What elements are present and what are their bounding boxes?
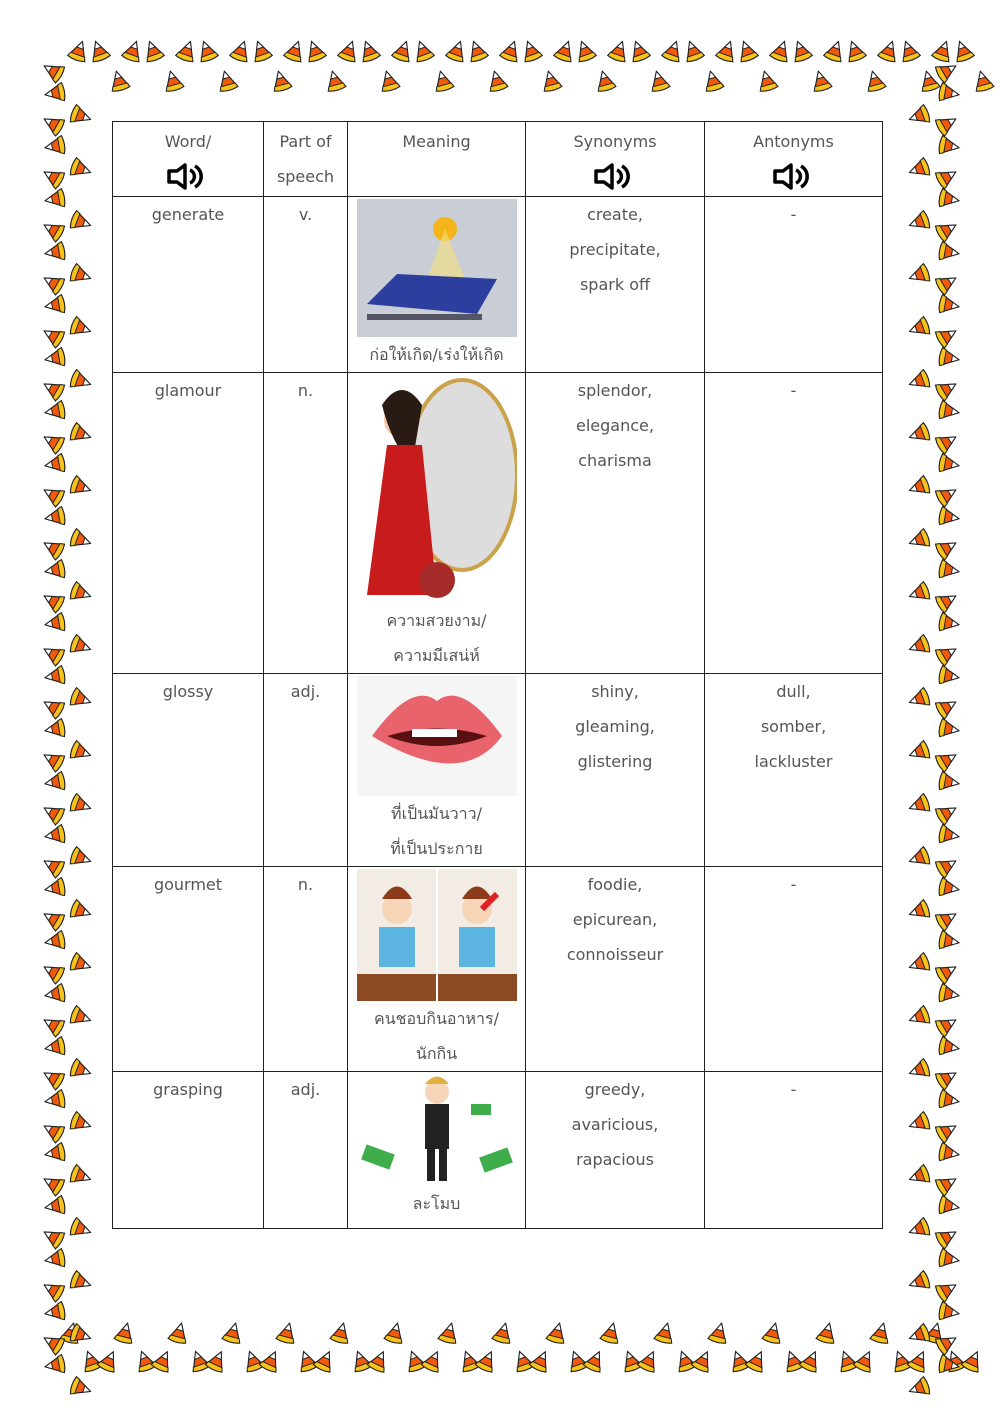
candy-corn-icon <box>841 37 869 65</box>
candy-corn-icon <box>700 68 727 95</box>
candy-corn-icon <box>247 37 275 65</box>
meaning-text: ที่เป็นประกาย <box>390 839 483 858</box>
meaning-text: ความมีเสน่ห์ <box>393 646 480 665</box>
candy-corn-icon <box>67 1374 95 1402</box>
candy-corn-icon <box>382 1320 409 1347</box>
candy-corn-icon <box>42 504 67 529</box>
candy-corn-icon <box>67 1003 95 1031</box>
candy-corn-icon <box>652 1320 679 1347</box>
candy-corn-icon <box>106 68 133 95</box>
candy-corn-icon <box>905 261 933 289</box>
word: glamour <box>154 381 222 400</box>
candy-corn-icon <box>42 610 67 635</box>
part-of-speech-cell <box>264 674 348 867</box>
meaning-text: คนชอบกินอาหาร/ <box>374 1009 499 1028</box>
candy-corn-icon <box>67 1109 95 1137</box>
synonyms-cell <box>526 373 705 674</box>
antonyms-cell <box>705 867 883 1072</box>
table-row <box>113 674 883 867</box>
synonyms-cell <box>526 867 705 1072</box>
word-cell <box>113 197 264 373</box>
synonym: charisma <box>578 451 652 470</box>
candy-corn-icon <box>905 1215 933 1243</box>
antonym: somber, <box>760 717 827 736</box>
candy-corn-icon <box>42 981 67 1006</box>
candy-corn-icon <box>905 208 933 236</box>
word: glossy <box>162 682 214 701</box>
candy-corn-icon <box>936 1299 961 1324</box>
candy-corn-icon <box>193 37 221 65</box>
candy-corn-icon <box>936 1246 961 1271</box>
antonym: lackluster <box>754 752 833 771</box>
candy-corn-icon <box>67 844 95 872</box>
candy-corn-icon <box>517 37 545 65</box>
meaning-cell <box>348 867 526 1072</box>
antonyms-cell <box>705 674 883 867</box>
candy-corn-icon <box>42 451 67 476</box>
table-row <box>113 197 883 373</box>
candy-corn-icon <box>67 155 95 183</box>
part-of-speech-cell <box>264 1072 348 1229</box>
candy-corn-icon <box>67 579 95 607</box>
candy-corn-icon <box>484 68 511 95</box>
candy-corn-icon <box>42 1087 67 1112</box>
synonym: glistering <box>577 752 653 771</box>
candy-corn-icon <box>42 133 67 158</box>
glamour-woman-image <box>357 375 517 603</box>
candy-corn-icon <box>592 68 619 95</box>
candy-corn-icon <box>598 1320 625 1347</box>
candy-corn-icon <box>936 1034 961 1059</box>
candy-corn-icon <box>936 398 961 423</box>
candy-corn-icon <box>936 557 961 582</box>
candy-corn-icon <box>409 37 437 65</box>
synonyms-cell <box>526 1072 705 1229</box>
header-antonyms-label: Antonyms <box>753 132 834 151</box>
candy-corn-icon <box>67 950 95 978</box>
candy-corn-icon <box>646 68 673 95</box>
candy-corn-icon <box>67 1162 95 1190</box>
table-row <box>113 867 883 1072</box>
candy-corn-icon <box>936 186 961 211</box>
candy-corn-icon <box>905 897 933 925</box>
candy-corn-icon <box>754 68 781 95</box>
candy-corn-icon <box>42 875 67 900</box>
gourmet-men-image <box>357 869 517 1001</box>
part-of-speech-cell <box>264 197 348 373</box>
candy-corn-icon <box>936 504 961 529</box>
part-of-speech: n. <box>297 875 314 894</box>
part-of-speech: adj. <box>290 682 321 701</box>
candy-corn-icon <box>42 663 67 688</box>
candy-corn-icon <box>328 1320 355 1347</box>
meaning-text: ก่อให้เกิด/เร่งให้เกิด <box>369 345 504 364</box>
candy-corn-icon <box>67 420 95 448</box>
candy-corn-icon <box>376 68 403 95</box>
synonym: create, <box>587 205 643 224</box>
synonym: splendor, <box>577 381 653 400</box>
candy-corn-icon <box>67 632 95 660</box>
candy-corn-icon <box>42 1034 67 1059</box>
part-of-speech-cell <box>264 867 348 1072</box>
header-meaning <box>348 122 526 197</box>
candy-corn-icon <box>67 102 95 130</box>
meaning-cell <box>348 674 526 867</box>
candy-corn-icon <box>905 1162 933 1190</box>
antonyms-cell <box>705 197 883 373</box>
candy-corn-icon <box>322 68 349 95</box>
synonym: epicurean, <box>572 910 658 929</box>
meaning-text: นักกิน <box>415 1044 458 1063</box>
candy-corn-icon <box>905 1003 933 1031</box>
synonym: greedy, <box>584 1080 646 1099</box>
word-cell <box>113 674 264 867</box>
candy-corn-icon <box>220 1320 247 1347</box>
candy-corn-icon <box>67 1268 95 1296</box>
header-pos-line1: Part of <box>279 132 332 151</box>
part-of-speech: adj. <box>290 1080 321 1099</box>
meaning-text: ความสวยงาม/ <box>386 611 487 630</box>
candy-corn-icon <box>42 186 67 211</box>
candy-corn-icon <box>42 80 67 105</box>
antonym: - <box>790 875 797 894</box>
candy-corn-icon <box>355 37 383 65</box>
candy-corn-icon <box>42 1352 67 1377</box>
candy-corn-icon <box>67 367 95 395</box>
meaning-cell <box>348 373 526 674</box>
candy-corn-icon <box>67 473 95 501</box>
candy-corn-icon <box>67 685 95 713</box>
candy-corn-icon <box>706 1320 733 1347</box>
word-cell <box>113 373 264 674</box>
candy-corn-icon <box>42 1299 67 1324</box>
candy-corn-icon <box>814 1320 841 1347</box>
antonym: - <box>790 1080 797 1099</box>
speaker-icon[interactable] <box>163 159 213 194</box>
part-of-speech-cell <box>264 373 348 674</box>
header-meaning-label: Meaning <box>402 132 471 151</box>
synonym: shiny, <box>591 682 639 701</box>
candy-corn-icon <box>42 769 67 794</box>
synonym: connoisseur <box>566 945 664 964</box>
candy-corn-icon <box>42 292 67 317</box>
header-row <box>113 122 883 197</box>
candy-corn-icon <box>42 716 67 741</box>
candy-corn-icon <box>936 769 961 794</box>
part-of-speech: v. <box>298 205 313 224</box>
meaning-text: ที่เป็นมันวาว/ <box>391 804 482 823</box>
candy-corn-icon <box>936 610 961 635</box>
candy-corn-icon <box>905 367 933 395</box>
candy-corn-icon <box>905 1109 933 1137</box>
meaning-cell <box>348 1072 526 1229</box>
candy-corn-icon <box>895 37 923 65</box>
candy-corn-icon <box>905 579 933 607</box>
candy-corn-icon <box>905 1374 933 1402</box>
candy-corn-icon <box>42 345 67 370</box>
candy-corn-icon <box>67 526 95 554</box>
candy-corn-icon <box>936 80 961 105</box>
candy-corn-icon <box>936 239 961 264</box>
candy-corn-icon <box>936 345 961 370</box>
antonym: dull, <box>776 682 811 701</box>
solar-panel-image <box>357 199 517 337</box>
candy-corn-icon <box>905 791 933 819</box>
header-synonyms-label: Synonyms <box>573 132 657 151</box>
word: grasping <box>153 1080 223 1099</box>
candy-corn-icon <box>936 133 961 158</box>
part-of-speech: n. <box>297 381 314 400</box>
header-antonyms <box>705 122 883 197</box>
candy-corn-icon <box>905 950 933 978</box>
glossy-lips-image <box>357 676 517 796</box>
candy-corn-icon <box>787 37 815 65</box>
header-word <box>113 122 264 197</box>
candy-corn-icon <box>67 314 95 342</box>
speaker-icon[interactable] <box>769 159 819 194</box>
header-part-of-speech <box>264 122 348 197</box>
candy-corn-icon <box>42 822 67 847</box>
candy-corn-icon <box>868 1320 895 1347</box>
candy-corn-icon <box>274 1320 301 1347</box>
synonym: precipitate, <box>569 240 661 259</box>
synonyms-cell <box>526 197 705 373</box>
candy-corn-icon <box>905 844 933 872</box>
greedy-businessman-image <box>353 1074 521 1186</box>
candy-corn-icon <box>67 791 95 819</box>
candy-corn-icon <box>936 663 961 688</box>
candy-corn-icon <box>42 1140 67 1165</box>
candy-corn-icon <box>139 37 167 65</box>
synonym: gleaming, <box>575 717 655 736</box>
candy-corn-icon <box>936 822 961 847</box>
candy-corn-icon <box>42 1246 67 1271</box>
meaning-text: ละโมบ <box>412 1194 461 1213</box>
candy-corn-icon <box>936 1087 961 1112</box>
table-row <box>113 373 883 674</box>
candy-corn-icon <box>905 632 933 660</box>
header-synonyms <box>526 122 705 197</box>
speaker-icon[interactable] <box>590 159 640 194</box>
header-word-label: Word/ <box>164 132 212 151</box>
candy-corn-icon <box>301 37 329 65</box>
candy-corn-icon <box>625 37 653 65</box>
candy-corn-icon <box>42 239 67 264</box>
table-row <box>113 1072 883 1229</box>
candy-corn-icon <box>808 68 835 95</box>
candy-corn-icon <box>436 1320 463 1347</box>
candy-corn-icon <box>905 155 933 183</box>
vocabulary-table <box>112 121 883 1229</box>
candy-corn-icon <box>862 68 889 95</box>
candy-corn-icon <box>936 981 961 1006</box>
candy-corn-icon <box>679 37 707 65</box>
candy-corn-icon <box>67 1056 95 1084</box>
synonym: rapacious <box>576 1150 654 1169</box>
candy-corn-icon <box>112 1320 139 1347</box>
word-cell <box>113 867 264 1072</box>
candy-corn-icon <box>936 716 961 741</box>
candy-corn-icon <box>936 451 961 476</box>
candy-corn-icon <box>936 292 961 317</box>
candy-corn-icon <box>905 314 933 342</box>
candy-corn-icon <box>463 37 491 65</box>
candy-corn-icon <box>905 526 933 554</box>
candy-corn-icon <box>67 208 95 236</box>
header-pos-line2: speech <box>276 167 335 186</box>
candy-corn-icon <box>936 1352 961 1377</box>
candy-corn-icon <box>166 1320 193 1347</box>
synonyms-cell <box>526 674 705 867</box>
antonym: - <box>790 381 797 400</box>
candy-corn-icon <box>268 68 295 95</box>
candy-corn-icon <box>936 1140 961 1165</box>
candy-corn-icon <box>970 68 997 95</box>
candy-corn-icon <box>67 1215 95 1243</box>
candy-corn-icon <box>905 1268 933 1296</box>
candy-corn-icon <box>67 897 95 925</box>
candy-corn-icon <box>430 68 457 95</box>
candy-corn-icon <box>42 928 67 953</box>
candy-corn-icon <box>67 738 95 766</box>
antonym: - <box>790 205 797 224</box>
candy-corn-icon <box>571 37 599 65</box>
meaning-cell <box>348 197 526 373</box>
antonyms-cell <box>705 373 883 674</box>
candy-corn-icon <box>214 68 241 95</box>
candy-corn-icon <box>936 928 961 953</box>
candy-corn-icon <box>67 261 95 289</box>
candy-corn-icon <box>905 420 933 448</box>
candy-corn-icon <box>905 685 933 713</box>
candy-corn-icon <box>905 1056 933 1084</box>
candy-corn-icon <box>905 473 933 501</box>
word-cell <box>113 1072 264 1229</box>
candy-corn-icon <box>936 1193 961 1218</box>
candy-corn-icon <box>733 37 761 65</box>
candy-corn-icon <box>42 557 67 582</box>
candy-corn-icon <box>85 37 113 65</box>
candy-corn-icon <box>544 1320 571 1347</box>
synonym: foodie, <box>587 875 643 894</box>
candy-corn-icon <box>905 102 933 130</box>
synonym: avaricious, <box>571 1115 659 1134</box>
candy-corn-icon <box>160 68 187 95</box>
antonyms-cell <box>705 1072 883 1229</box>
word: generate <box>151 205 225 224</box>
candy-corn-icon <box>905 738 933 766</box>
synonym: elegance, <box>576 416 654 435</box>
candy-corn-icon <box>538 68 565 95</box>
candy-corn-icon <box>760 1320 787 1347</box>
candy-corn-icon <box>42 1193 67 1218</box>
candy-corn-icon <box>42 398 67 423</box>
word: gourmet <box>153 875 223 894</box>
candy-corn-icon <box>936 875 961 900</box>
candy-corn-icon <box>490 1320 517 1347</box>
synonym: spark off <box>579 275 651 294</box>
